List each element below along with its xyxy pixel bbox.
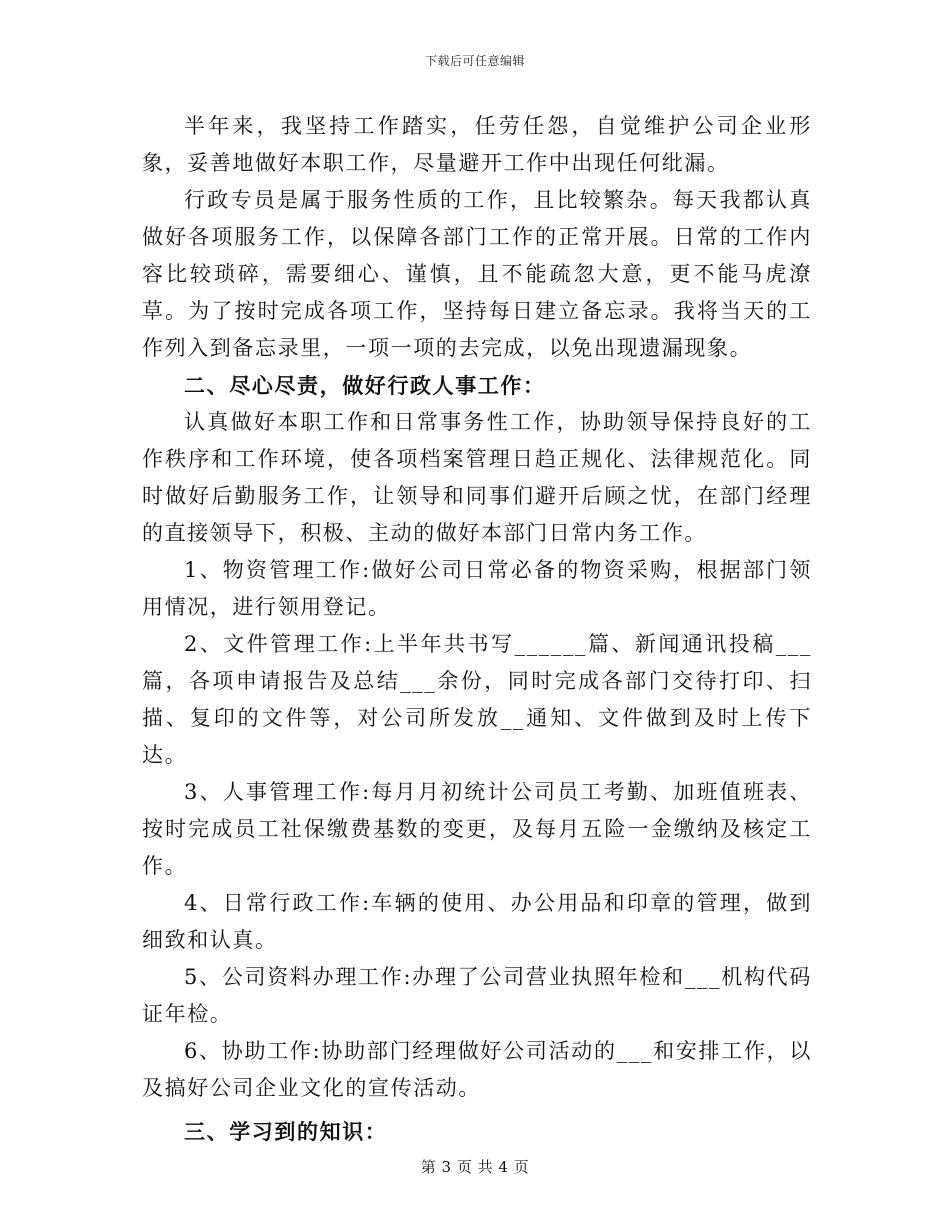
list-item-3: 3、人事管理工作:每月月初统计公司员工考勤、加班值班表、按时完成员工社保缴费基数的变更，及每月五险一金缴纳及核定工作。: [142, 780, 812, 878]
section-heading-2: 二、尽心尽责，做好行政人事工作：: [184, 373, 546, 398]
paragraph-2: 行政专员是属于服务性质的工作，且比较繁杂。每天我都认真做好各项服务工作，以保障各部门工作的正常开展。日常的工作内容比较琐碎，需要细心、谨慎，且不能疏忽大意，更不能马虎潦草。为了按时完成各项工作，坚持每日建立备忘录。我将当天的工作列入到备忘录里，一项一项的去完成，以免出现遗漏现象。: [142, 188, 812, 360]
list-item-2: 2、文件管理工作:上半年共书写______篇、新闻通讯投稿___篇，各项申请报告及总结___余份，同时完成各部门交待打印、扫描、复印的文件等，对公司所发放__通知、文件做到及时上传下达。: [142, 632, 812, 767]
page-footer: 第 3 页 共 4 页: [420, 1158, 530, 1176]
list-item-6: 6、协助工作:协助部门经理做好公司活动的___和安排工作，以及搞好公司企业文化的宣传活动。: [142, 1039, 812, 1100]
page-header: 下载后可任意编辑: [424, 54, 525, 68]
paragraph-3: 认真做好本职工作和日常事务性工作，协助领导保持良好的工作秩序和工作环境，使各项档案管理日趋正规化、法律规范化。同时做好后勤服务工作，让领导和同事们避开后顾之忧，在部门经理的直接领导下，积极、主动的做好本部门日常内务工作。: [142, 410, 812, 545]
paragraph-1: 半年来，我坚持工作踏实，任劳任怨，自觉维护公司企业形象，妥善地做好本职工作，尽量避开工作中出现任何纰漏。: [142, 114, 812, 175]
list-item-5: 5、公司资料办理工作:办理了公司营业执照年检和___机构代码证年检。: [142, 965, 812, 1026]
section-heading-3: 三、学习到的知识：: [184, 1119, 388, 1144]
list-item-4: 4、日常行政工作:车辆的使用、办公用品和印章的管理，做到细致和认真。: [142, 891, 812, 952]
list-item-1: 1、物资管理工作:做好公司日常必备的物资采购，根据部门领用情况，进行领用登记。: [142, 558, 812, 619]
document-body: [142, 108, 812, 1150]
